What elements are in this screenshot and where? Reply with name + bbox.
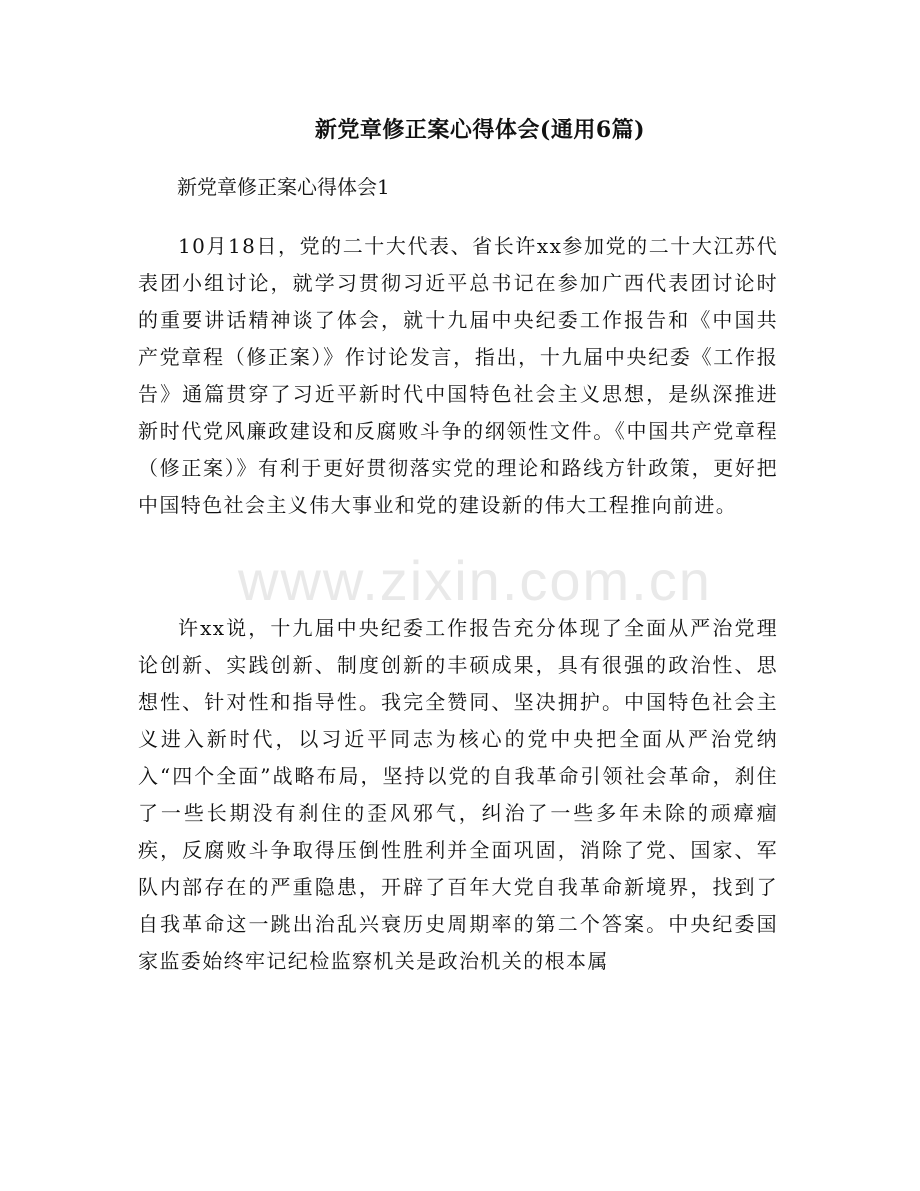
section-heading: 新党章修正案心得体会1 <box>177 175 390 199</box>
document-title: 新党章修正案心得体会(通用6篇) <box>314 117 646 143</box>
body-paragraph-1: 10月18日，党的二十大代表、省长许xx参加党的二十大江苏代表团小组讨论，就学习贯彻习近平总书记在参加广西代表团讨论时的重要讲话精神谈了体会，就十九届中央纪委工作报告和《中国共产党章程（修正案）》作讨论发言，指出，十九届中央纪委《工作报告》通篇贯穿了习近平新时代中国特色社会主义思想，是纵深推进新时代党风廉政建设和反腐败斗争的纲领性文件。《中国共产党章程（修正案）》有利于更好贯彻落实党的理论和路线方针政策，更好把中国特色社会主义伟大事业和党的建设新的伟大工程推向前进。 <box>138 234 778 517</box>
body-paragraph-2: 许xx说，十九届中央纪委工作报告充分体现了全面从严治党理论创新、实践创新、制度创新的丰硕成果，具有很强的政治性、思想性、针对性和指导性。我完全赞同、坚决拥护。中国特色社会主义进入新时代，以习近平同志为核心的党中央把全面从严治党纳入“四个全面”战略布局，坚持以党的自我革命引领社会革命，刹住了一些长期没有刹住的歪风邪气，纠治了一些多年未除的顽瘴痼疾，反腐败斗争取得压倒性胜利并全面巩固，消除了党、国家、军队内部存在的严重隐患，开辟了百年大党自我革命新境界，找到了自我革命这一跳出治乱兴衰历史周期率的第二个答案。中央纪委国家监委始终牢记纪检监察机关是政治机关的根本属 <box>138 616 778 973</box>
watermark-text: www.zixin.com.cn <box>238 549 712 612</box>
